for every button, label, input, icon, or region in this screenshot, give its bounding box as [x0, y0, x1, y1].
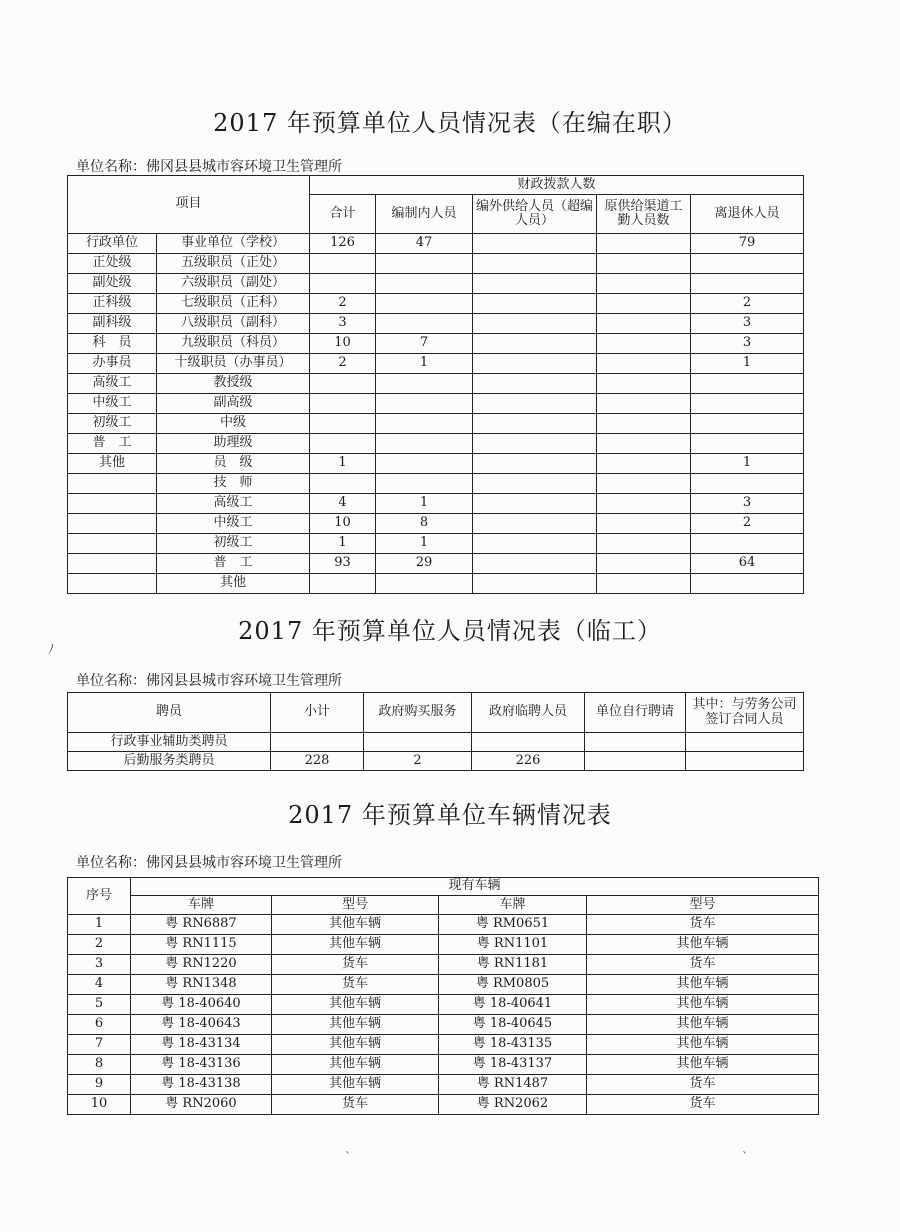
- row-grade: 八级职员（副科）: [157, 314, 310, 334]
- row-grade: 十级职员（办事员）: [157, 354, 310, 374]
- row-plate: 粤 RN1101: [439, 935, 587, 955]
- row-seq: 6: [68, 1015, 131, 1035]
- row-value: [310, 474, 376, 494]
- row-value: [473, 394, 597, 414]
- row-value: 126: [310, 234, 376, 254]
- row-value: [376, 374, 473, 394]
- row-plate: 粤 18-43135: [439, 1035, 587, 1055]
- row-value: 8: [376, 514, 473, 534]
- row-value: [686, 752, 804, 771]
- row-category: 办事员: [68, 354, 157, 374]
- row-value: 3: [691, 334, 804, 354]
- header-vehicle-group: 现有车辆: [131, 878, 819, 896]
- row-grade: 中级工: [157, 514, 310, 534]
- table-row: [68, 494, 804, 514]
- row-value: [376, 274, 473, 294]
- row-grade: 初级工: [157, 534, 310, 554]
- table-row: [68, 752, 804, 771]
- row-value: 1: [310, 454, 376, 474]
- row-value: 93: [310, 554, 376, 574]
- row-value: 64: [691, 554, 804, 574]
- table-row: [68, 474, 804, 494]
- table-row: [68, 314, 804, 334]
- row-value: [310, 254, 376, 274]
- row-type: 其他车辆: [272, 1035, 439, 1055]
- row-value: [691, 374, 804, 394]
- row-value: 2: [310, 354, 376, 374]
- row-grade: 普 工: [157, 554, 310, 574]
- row-value: [691, 434, 804, 454]
- header-funding-group: 财政拨款人数: [310, 176, 804, 195]
- row-value: 2: [691, 294, 804, 314]
- row-value: [473, 314, 597, 334]
- section1-title: 2017 年预算单位人员情况表（在编在职）: [213, 109, 687, 137]
- table-row: [68, 454, 804, 474]
- row-plate: 粤 18-43134: [131, 1035, 272, 1055]
- table-row: [68, 534, 804, 554]
- table-row: [68, 354, 804, 374]
- row-value: [597, 234, 691, 254]
- row-category: [68, 574, 157, 594]
- header-col: 原供给渠道工勤人员数: [597, 195, 691, 234]
- row-seq: 1: [68, 915, 131, 935]
- table-row: [68, 935, 819, 955]
- row-grade: 六级职员（副处）: [157, 274, 310, 294]
- row-value: [597, 254, 691, 274]
- row-type: 其他车辆: [587, 995, 819, 1015]
- row-value: [310, 574, 376, 594]
- row-category: 科 员: [68, 334, 157, 354]
- header-col: 编外供给人员（超编人员）: [473, 195, 597, 234]
- row-value: [310, 414, 376, 434]
- row-value: [472, 733, 585, 752]
- section2-title: 2017 年预算单位人员情况表（临工）: [238, 617, 662, 645]
- row-category: [68, 494, 157, 514]
- row-value: [597, 334, 691, 354]
- row-seq: 5: [68, 995, 131, 1015]
- row-plate: 粤 RN6887: [131, 915, 272, 935]
- temp-staff-table: [67, 692, 804, 771]
- vehicle-table: [67, 877, 819, 1115]
- row-type: 其他车辆: [587, 1015, 819, 1035]
- row-grade: 事业单位（学校）: [157, 234, 310, 254]
- section3-title: 2017 年预算单位车辆情况表: [288, 801, 612, 829]
- row-value: [597, 574, 691, 594]
- table-row: [68, 1035, 819, 1055]
- row-value: [376, 414, 473, 434]
- row-type: 货车: [272, 1095, 439, 1115]
- row-value: [473, 494, 597, 514]
- table-row: [68, 374, 804, 394]
- row-value: 228: [271, 752, 364, 771]
- header-col: 离退休人员: [691, 195, 804, 234]
- table-row: [68, 1055, 819, 1075]
- row-value: [585, 752, 686, 771]
- row-name: 行政事业辅助类聘员: [68, 733, 271, 752]
- table-row: [68, 514, 804, 534]
- row-value: [597, 354, 691, 374]
- row-value: 79: [691, 234, 804, 254]
- row-seq: 2: [68, 935, 131, 955]
- row-value: [473, 434, 597, 454]
- row-value: [597, 494, 691, 514]
- row-value: [376, 254, 473, 274]
- table-row: [68, 394, 804, 414]
- row-plate: 粤 RN1220: [131, 955, 272, 975]
- row-value: [597, 374, 691, 394]
- row-category: [68, 534, 157, 554]
- row-category: 副处级: [68, 274, 157, 294]
- row-value: 1: [310, 534, 376, 554]
- row-value: [597, 534, 691, 554]
- row-value: [310, 274, 376, 294]
- row-value: [597, 434, 691, 454]
- row-plate: 粤 18-40640: [131, 995, 272, 1015]
- row-value: [597, 454, 691, 474]
- table-row: [68, 995, 819, 1015]
- row-value: [691, 254, 804, 274]
- row-value: [691, 394, 804, 414]
- table-row: [68, 955, 819, 975]
- row-category: 行政单位: [68, 234, 157, 254]
- section3-unit-label: 单位名称：佛冈县县城市容环境卫生管理所: [76, 855, 342, 871]
- row-value: [691, 414, 804, 434]
- header-col: 小计: [271, 693, 364, 733]
- header-item: 项目: [68, 176, 310, 234]
- row-grade: 副高级: [157, 394, 310, 414]
- scan-mark: ﾉ: [48, 642, 55, 656]
- row-value: [376, 454, 473, 474]
- row-plate: 粤 RN1487: [439, 1075, 587, 1095]
- row-value: [473, 454, 597, 474]
- row-value: [597, 474, 691, 494]
- row-category: 副科级: [68, 314, 157, 334]
- row-name: 后勤服务类聘员: [68, 752, 271, 771]
- header-col: 编制内人员: [376, 195, 473, 234]
- table-row: [68, 234, 804, 254]
- row-type: 货车: [272, 955, 439, 975]
- row-value: [473, 234, 597, 254]
- row-type: 其他车辆: [272, 1015, 439, 1035]
- row-plate: 粤 RN1348: [131, 975, 272, 995]
- row-value: [376, 294, 473, 314]
- row-category: [68, 554, 157, 574]
- row-grade: 技 师: [157, 474, 310, 494]
- table-row: [68, 554, 804, 574]
- row-plate: 粤 RM0651: [439, 915, 587, 935]
- row-value: [597, 394, 691, 414]
- row-category: 高级工: [68, 374, 157, 394]
- row-value: [597, 314, 691, 334]
- row-grade: 助理级: [157, 434, 310, 454]
- row-value: [473, 374, 597, 394]
- row-value: [473, 514, 597, 534]
- row-value: 4: [310, 494, 376, 514]
- row-type: 其他车辆: [272, 1055, 439, 1075]
- row-value: 1: [376, 354, 473, 374]
- header-seq: 序号: [68, 878, 131, 915]
- row-value: [473, 414, 597, 434]
- header-col: 型号: [272, 896, 439, 915]
- row-value: 7: [376, 334, 473, 354]
- row-value: [473, 534, 597, 554]
- table-row: [68, 334, 804, 354]
- table-row: [68, 733, 804, 752]
- header-col: 合计: [310, 195, 376, 234]
- personnel-table: [67, 175, 804, 594]
- row-value: [473, 294, 597, 314]
- table-row: [68, 294, 804, 314]
- row-value: [585, 733, 686, 752]
- row-type: 货车: [587, 1095, 819, 1115]
- row-value: 3: [691, 314, 804, 334]
- row-seq: 3: [68, 955, 131, 975]
- row-plate: 粤 18-40641: [439, 995, 587, 1015]
- row-value: [691, 534, 804, 554]
- row-value: 29: [376, 554, 473, 574]
- row-grade: 五级职员（正处）: [157, 254, 310, 274]
- row-value: [597, 274, 691, 294]
- row-value: [376, 574, 473, 594]
- section2-unit-label: 单位名称：佛冈县县城市容环境卫生管理所: [76, 673, 342, 689]
- row-category: 普 工: [68, 434, 157, 454]
- row-value: [310, 394, 376, 414]
- row-value: 10: [310, 514, 376, 534]
- table-row: [68, 915, 819, 935]
- row-value: [691, 474, 804, 494]
- row-plate: 粤 RN2060: [131, 1095, 272, 1115]
- row-plate: 粤 RN2062: [439, 1095, 587, 1115]
- row-category: 正处级: [68, 254, 157, 274]
- row-value: [473, 574, 597, 594]
- row-value: 10: [310, 334, 376, 354]
- row-category: 正科级: [68, 294, 157, 314]
- header-col: 车牌: [131, 896, 272, 915]
- row-grade: 七级职员（正科）: [157, 294, 310, 314]
- row-value: [597, 514, 691, 534]
- row-grade: 员 级: [157, 454, 310, 474]
- row-value: [310, 374, 376, 394]
- row-value: 3: [691, 494, 804, 514]
- row-value: [686, 733, 804, 752]
- row-grade: 其他: [157, 574, 310, 594]
- row-value: [473, 254, 597, 274]
- table-row: [68, 1015, 819, 1035]
- row-seq: 9: [68, 1075, 131, 1095]
- row-type: 其他车辆: [587, 975, 819, 995]
- row-value: [376, 474, 473, 494]
- row-value: [473, 474, 597, 494]
- row-value: 1: [691, 454, 804, 474]
- row-value: [597, 554, 691, 574]
- row-value: 1: [691, 354, 804, 374]
- row-value: [376, 434, 473, 454]
- row-value: [473, 354, 597, 374]
- section1-unit-label: 单位名称：佛冈县县城市容环境卫生管理所: [76, 159, 342, 175]
- table-row: [68, 1095, 819, 1115]
- row-grade: 高级工: [157, 494, 310, 514]
- row-value: 2: [691, 514, 804, 534]
- row-type: 其他车辆: [272, 1075, 439, 1095]
- row-type: 其他车辆: [587, 935, 819, 955]
- row-value: [271, 733, 364, 752]
- row-value: [597, 414, 691, 434]
- header-col: 车牌: [439, 896, 587, 915]
- row-plate: 粤 RN1181: [439, 955, 587, 975]
- row-category: 其他: [68, 454, 157, 474]
- row-category: [68, 474, 157, 494]
- table-row: [68, 274, 804, 294]
- header-col: 聘员: [68, 693, 271, 733]
- row-plate: 粤 18-40643: [131, 1015, 272, 1035]
- row-value: 47: [376, 234, 473, 254]
- row-value: 3: [310, 314, 376, 334]
- table-row: [68, 975, 819, 995]
- header-col: 其中：与劳务公司签订合同人员: [686, 693, 804, 733]
- header-col: 型号: [587, 896, 819, 915]
- row-grade: 教授级: [157, 374, 310, 394]
- header-col: 政府临聘人员: [472, 693, 585, 733]
- row-value: [310, 434, 376, 454]
- row-value: 1: [376, 534, 473, 554]
- row-value: 226: [472, 752, 585, 771]
- row-plate: 粤 18-43136: [131, 1055, 272, 1075]
- row-value: 1: [376, 494, 473, 514]
- row-value: [597, 294, 691, 314]
- row-type: 其他车辆: [272, 995, 439, 1015]
- row-type: 其他车辆: [587, 1055, 819, 1075]
- table-row: [68, 254, 804, 274]
- row-type: 其他车辆: [272, 915, 439, 935]
- row-value: [364, 733, 472, 752]
- row-category: 初级工: [68, 414, 157, 434]
- row-value: [376, 314, 473, 334]
- row-type: 其他车辆: [272, 935, 439, 955]
- row-plate: 粤 18-43137: [439, 1055, 587, 1075]
- row-category: [68, 514, 157, 534]
- row-category: 中级工: [68, 394, 157, 414]
- row-value: [376, 394, 473, 414]
- row-type: 货车: [587, 955, 819, 975]
- row-plate: 粤 RM0805: [439, 975, 587, 995]
- row-type: 货车: [587, 915, 819, 935]
- row-type: 货车: [272, 975, 439, 995]
- row-seq: 7: [68, 1035, 131, 1055]
- row-plate: 粤 18-43138: [131, 1075, 272, 1095]
- row-seq: 4: [68, 975, 131, 995]
- row-grade: 九级职员（科员）: [157, 334, 310, 354]
- row-plate: 粤 18-40645: [439, 1015, 587, 1035]
- row-type: 其他车辆: [587, 1035, 819, 1055]
- row-value: 2: [310, 294, 376, 314]
- row-value: [473, 274, 597, 294]
- scan-mark: ˋ: [345, 1150, 351, 1164]
- row-grade: 中级: [157, 414, 310, 434]
- row-value: [691, 574, 804, 594]
- row-value: [473, 554, 597, 574]
- table-row: [68, 574, 804, 594]
- row-seq: 8: [68, 1055, 131, 1075]
- row-value: [473, 334, 597, 354]
- scan-mark: ˋ: [742, 1150, 748, 1164]
- table-row: [68, 1075, 819, 1095]
- row-value: [691, 274, 804, 294]
- row-type: 货车: [587, 1075, 819, 1095]
- row-seq: 10: [68, 1095, 131, 1115]
- table-row: [68, 414, 804, 434]
- table-row: [68, 434, 804, 454]
- row-value: 2: [364, 752, 472, 771]
- header-col: 单位自行聘请: [585, 693, 686, 733]
- row-plate: 粤 RN1115: [131, 935, 272, 955]
- header-col: 政府购买服务: [364, 693, 472, 733]
